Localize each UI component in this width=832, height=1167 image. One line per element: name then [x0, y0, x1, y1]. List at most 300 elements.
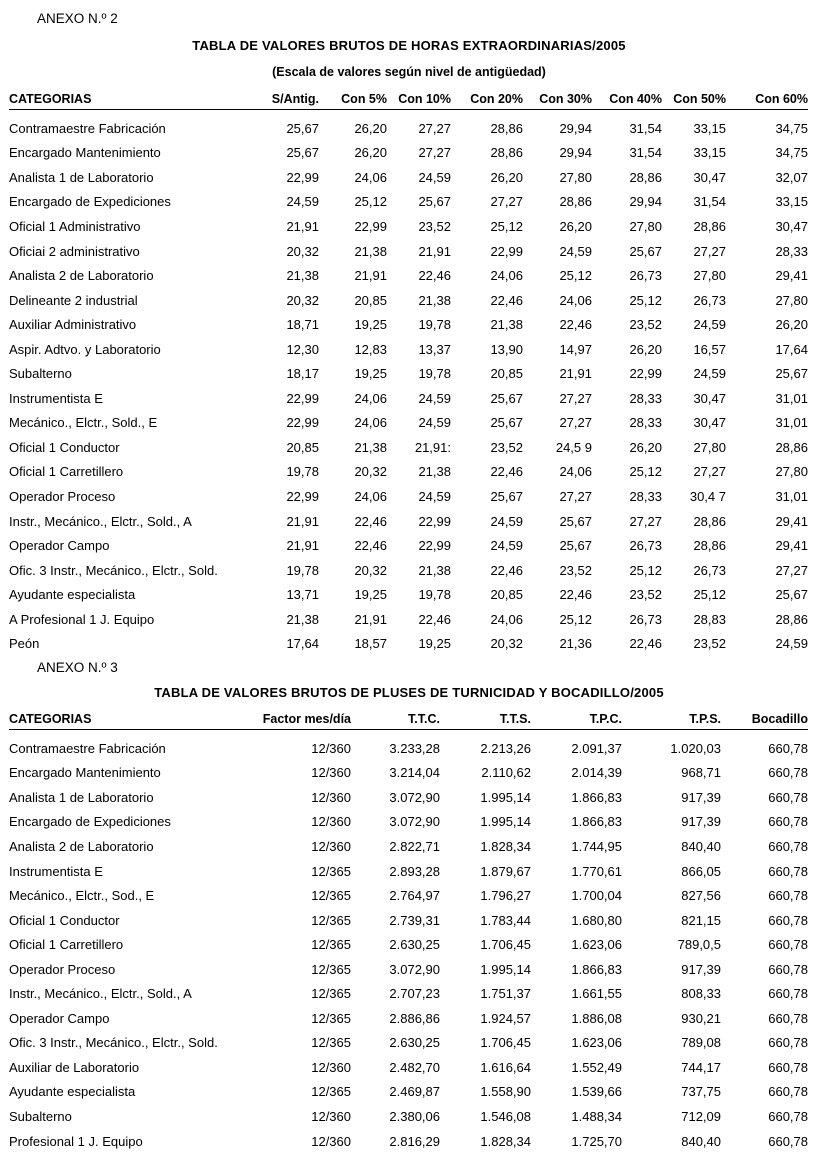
value-cell: 31,01	[775, 488, 808, 504]
value-cell: 866,05	[681, 863, 721, 879]
value-cell: 28,33	[775, 243, 808, 259]
category-cell: Operador Campo	[9, 1010, 110, 1026]
value-cell: 2.707,23	[389, 986, 440, 1002]
value-cell: 18,71	[286, 317, 319, 333]
value-cell: 25,12	[354, 194, 387, 210]
value-cell: 24,06	[559, 464, 592, 480]
value-cell: 28,33	[629, 415, 662, 431]
value-cell: 840,40	[681, 838, 721, 854]
table-row	[9, 761, 808, 786]
category-cell: Ofic. 3 Instr., Mecánico., Elctr., Sold.	[9, 562, 218, 578]
value-cell: 20,85	[490, 587, 523, 603]
value-cell: 1.616,64	[480, 1059, 531, 1075]
table-row	[9, 533, 808, 558]
value-cell: 25,67	[629, 243, 662, 259]
value-cell: 21,91	[559, 366, 592, 382]
value-cell: 34,75	[775, 145, 808, 161]
value-cell: 24,06	[354, 390, 387, 406]
value-cell: 660,78	[768, 961, 808, 977]
value-cell: 660,78	[768, 888, 808, 904]
table-row	[9, 957, 808, 982]
value-cell: 28,33	[629, 488, 662, 504]
table-row	[9, 190, 808, 215]
table-row	[9, 141, 808, 166]
value-cell: 33,15	[775, 194, 808, 210]
value-cell: 30,47	[775, 218, 808, 234]
table-row	[9, 288, 808, 313]
value-cell: 917,39	[681, 961, 721, 977]
table-row	[9, 859, 808, 884]
value-cell: 12/365	[311, 937, 351, 953]
value-cell: 24,59	[693, 366, 726, 382]
category-cell: Encargado de Expediciones	[9, 814, 171, 830]
category-cell: Analista 2 de Laboratorio	[9, 268, 154, 284]
table-row	[9, 386, 808, 411]
category-cell: Oficial 1 Carretillero	[9, 937, 124, 953]
value-cell: 25,67	[490, 390, 523, 406]
value-cell: 21,36	[559, 636, 592, 652]
value-cell: 31,54	[693, 194, 726, 210]
value-cell: 34,75	[775, 120, 808, 136]
overtime-values-table	[9, 88, 808, 656]
value-cell: 22,46	[490, 562, 523, 578]
value-cell: 24,06	[354, 415, 387, 431]
category-cell: Encargado Mantenimiento	[9, 765, 161, 781]
value-cell: 21,91:	[414, 439, 451, 455]
value-cell: 21,38	[354, 243, 387, 259]
value-cell: 25,12	[629, 464, 662, 480]
table-row	[9, 263, 808, 288]
value-cell: 23,52	[418, 218, 451, 234]
value-cell: 712,09	[681, 1108, 721, 1124]
value-cell: 2.630,25	[389, 1035, 440, 1051]
value-cell: 12/360	[311, 1133, 351, 1149]
value-cell: 21,38	[490, 317, 523, 333]
value-cell: 1.796,27	[480, 888, 531, 904]
value-cell: 30,4 7	[689, 488, 726, 504]
value-cell: 28,86	[629, 169, 662, 185]
value-cell: 27,27	[559, 415, 592, 431]
value-cell: 21,38	[418, 562, 451, 578]
value-cell: 1.700,04	[571, 888, 622, 904]
value-cell: 13,71	[286, 587, 319, 603]
value-cell: 29,41	[775, 538, 808, 554]
value-cell: 31,01	[775, 390, 808, 406]
value-cell: 26,20	[775, 317, 808, 333]
category-cell: Contramaestre Fabricación	[9, 740, 166, 756]
value-cell: 31,54	[629, 120, 662, 136]
value-cell: 27,80	[559, 169, 592, 185]
value-cell: 16,57	[693, 341, 726, 357]
value-cell: 24,06	[354, 169, 387, 185]
value-cell: 22,99	[418, 513, 451, 529]
value-cell: 789,08	[681, 1035, 721, 1051]
value-cell: 660,78	[768, 912, 808, 928]
column-header: Bocadillo	[751, 711, 808, 726]
value-cell: 1.879,67	[480, 863, 531, 879]
value-cell: 21,38	[418, 464, 451, 480]
value-cell: 27,80	[775, 292, 808, 308]
value-cell: 28,86	[775, 439, 808, 455]
category-cell: Delineante 2 industrial	[9, 292, 138, 308]
value-cell: 26,20	[559, 218, 592, 234]
table-row	[9, 484, 808, 509]
value-cell: 28,83	[693, 611, 726, 627]
value-cell: 660,78	[768, 1084, 808, 1100]
value-cell: 28,86	[490, 120, 523, 136]
value-cell: 1.661,55	[571, 986, 622, 1002]
value-cell: 28,86	[693, 538, 726, 554]
value-cell: 2.091,37	[571, 740, 622, 756]
value-cell: 12,83	[354, 341, 387, 357]
value-cell: 27,80	[775, 464, 808, 480]
table-row	[9, 883, 808, 908]
table-row	[9, 582, 808, 607]
value-cell: 23,52	[490, 439, 523, 455]
value-cell: 22,46	[418, 268, 451, 284]
category-cell: Instrumentista E	[9, 390, 103, 406]
value-cell: 25,67	[559, 513, 592, 529]
table-row	[9, 1080, 808, 1105]
table-row	[9, 932, 808, 957]
value-cell: 12/365	[311, 1084, 351, 1100]
value-cell: 33,15	[693, 120, 726, 136]
category-cell: Oficial 1 Conductor	[9, 439, 120, 455]
value-cell: 30,47	[693, 415, 726, 431]
value-cell: 12/365	[311, 1035, 351, 1051]
value-cell: 28,86	[559, 194, 592, 210]
value-cell: 29,41	[775, 513, 808, 529]
category-cell: Encargado Mantenimiento	[9, 145, 161, 161]
category-cell: Peón	[9, 636, 40, 652]
value-cell: 2.816,29	[389, 1133, 440, 1149]
value-cell: 26,20	[354, 120, 387, 136]
value-cell: 789,0,5	[677, 937, 721, 953]
value-cell: 12/360	[311, 1059, 351, 1075]
value-cell: 28,86	[490, 145, 523, 161]
value-cell: 1.886,08	[571, 1010, 622, 1026]
column-header: T.T.C.	[408, 711, 440, 726]
value-cell: 1.924,57	[480, 1010, 531, 1026]
value-cell: 930,21	[681, 1010, 721, 1026]
table-row	[9, 1055, 808, 1080]
category-cell: Encargado de Expediciones	[9, 194, 171, 210]
value-cell: 744,17	[681, 1059, 721, 1075]
value-cell: 27,27	[775, 562, 808, 578]
category-cell: Contramaestre Fabricación	[9, 120, 166, 136]
value-cell: 25,67	[775, 366, 808, 382]
value-cell: 827,56	[681, 888, 721, 904]
value-cell: 23,52	[693, 636, 726, 652]
value-cell: 660,78	[768, 1010, 808, 1026]
column-header: T.P.C.	[589, 711, 622, 726]
value-cell: 19,25	[354, 317, 387, 333]
value-cell: 20,32	[286, 292, 319, 308]
category-cell: Mecánico., Elctr., Sod., E	[9, 888, 155, 904]
value-cell: 26,20	[354, 145, 387, 161]
category-cell: Oficial 1 Carretillero	[9, 464, 124, 480]
column-header: T.T.S.	[499, 711, 531, 726]
value-cell: 660,78	[768, 1059, 808, 1075]
value-cell: 24,06	[354, 488, 387, 504]
value-cell: 30,47	[693, 169, 726, 185]
value-cell: 19,78	[286, 464, 319, 480]
value-cell: 1.866,83	[571, 961, 622, 977]
value-cell: 20,32	[286, 243, 319, 259]
value-cell: 24,59	[418, 390, 451, 406]
value-cell: 25,12	[693, 587, 726, 603]
table-row	[9, 1006, 808, 1031]
category-cell: Analista 2 de Laboratorio	[9, 838, 154, 854]
value-cell: 27,27	[693, 243, 726, 259]
value-cell: 27,27	[418, 145, 451, 161]
value-cell: 24,59	[775, 636, 808, 652]
category-cell: Instr., Mecánico., Elctr., Sold., A	[9, 513, 192, 529]
value-cell: 21,91	[286, 538, 319, 554]
value-cell: 2.014,39	[571, 765, 622, 781]
value-cell: 12/365	[311, 912, 351, 928]
table-row	[9, 736, 808, 761]
value-cell: 29,94	[559, 145, 592, 161]
value-cell: 14,97	[559, 341, 592, 357]
value-cell: 22,99	[286, 169, 319, 185]
value-cell: 821,15	[681, 912, 721, 928]
value-cell: 21,91	[354, 611, 387, 627]
value-cell: 28,86	[693, 218, 726, 234]
value-cell: 22,99	[629, 366, 662, 382]
value-cell: 660,78	[768, 838, 808, 854]
value-cell: 22,99	[354, 218, 387, 234]
value-cell: 24,59	[693, 317, 726, 333]
value-cell: 2.110,62	[481, 765, 531, 781]
value-cell: 12/360	[311, 789, 351, 805]
value-cell: 20,32	[354, 562, 387, 578]
value-cell: 1.828,34	[480, 838, 531, 854]
annex-3-label: ANEXO N.º 3	[37, 660, 118, 675]
table-row	[9, 631, 808, 656]
value-cell: 19,78	[418, 317, 451, 333]
value-cell: 25,12	[490, 218, 523, 234]
value-cell: 21,91	[418, 243, 451, 259]
value-cell: 12/360	[311, 740, 351, 756]
value-cell: 25,67	[490, 488, 523, 504]
value-cell: 660,78	[768, 1108, 808, 1124]
category-cell: Oficial 1 Administrativo	[9, 218, 141, 234]
value-cell: 22,99	[286, 488, 319, 504]
value-cell: 22,46	[354, 538, 387, 554]
value-cell: 19,25	[354, 587, 387, 603]
table-row	[9, 165, 808, 190]
table-row	[9, 361, 808, 386]
category-cell: Operador Proceso	[9, 488, 116, 504]
value-cell: 1.866,83	[571, 789, 622, 805]
value-cell: 24,59	[490, 513, 523, 529]
value-cell: 27,80	[693, 439, 726, 455]
value-cell: 20,85	[490, 366, 523, 382]
value-cell: 28,86	[693, 513, 726, 529]
table-row	[9, 810, 808, 835]
table-row	[9, 981, 808, 1006]
value-cell: 27,80	[629, 218, 662, 234]
value-cell: 1.623,06	[571, 937, 622, 953]
category-cell: Instr., Mecánico., Elctr., Sold., A	[9, 986, 192, 1002]
value-cell: 21,91	[286, 513, 319, 529]
value-cell: 27,80	[693, 268, 726, 284]
category-cell: Auxiliar Administrativo	[9, 317, 137, 333]
table-row	[9, 239, 808, 264]
table-row	[9, 607, 808, 632]
column-header: Factor mes/día	[262, 711, 351, 726]
value-cell: 22,99	[418, 538, 451, 554]
value-cell: 660,78	[768, 1035, 808, 1051]
value-cell: 26,73	[629, 538, 662, 554]
value-cell: 660,78	[768, 789, 808, 805]
value-cell: 1.828,34	[480, 1133, 531, 1149]
value-cell: 12/365	[311, 888, 351, 904]
value-cell: 12/365	[311, 961, 351, 977]
value-cell: 1.706,45	[480, 937, 531, 953]
category-cell: Subalterno	[9, 366, 72, 382]
value-cell: 29,41	[775, 268, 808, 284]
value-cell: 29,94	[629, 194, 662, 210]
table-row	[9, 509, 808, 534]
table-row	[9, 1129, 808, 1154]
value-cell: 2.886,86	[389, 1010, 440, 1026]
value-cell: 660,78	[768, 740, 808, 756]
value-cell: 12/365	[311, 1010, 351, 1026]
table-header-row	[9, 88, 808, 110]
value-cell: 12/360	[311, 838, 351, 854]
value-cell: 24,59	[490, 538, 523, 554]
value-cell: 3.214,04	[389, 765, 440, 781]
category-cell: A Profesional 1 J. Equipo	[9, 611, 155, 627]
value-cell: 24,59	[418, 169, 451, 185]
value-cell: 27,27	[559, 488, 592, 504]
column-header: Con 60%	[755, 91, 808, 106]
value-cell: 2.822,71	[389, 838, 440, 854]
table-row	[9, 1031, 808, 1056]
value-cell: 21,38	[286, 268, 319, 284]
value-cell: 25,67	[286, 145, 319, 161]
value-cell: 20,32	[490, 636, 523, 652]
value-cell: 1.725,70	[571, 1133, 622, 1149]
value-cell: 20,85	[286, 439, 319, 455]
value-cell: 1.866,83	[571, 814, 622, 830]
value-cell: 18,57	[354, 636, 387, 652]
value-cell: 12/365	[311, 986, 351, 1002]
value-cell: 26,20	[629, 341, 662, 357]
annex-2-title: TABLA DE VALORES BRUTOS DE HORAS EXTRAORDINARIAS/2005	[192, 38, 626, 53]
value-cell: 1.995,14	[480, 814, 531, 830]
value-cell: 2.739,31	[389, 912, 440, 928]
value-cell: 21,38	[354, 439, 387, 455]
value-cell: 1.539,66	[571, 1084, 622, 1100]
value-cell: 22,46	[629, 636, 662, 652]
value-cell: 19,78	[418, 587, 451, 603]
value-cell: 3.072,90	[389, 789, 440, 805]
value-cell: 23,52	[559, 562, 592, 578]
column-header: Con 50%	[673, 91, 726, 106]
value-cell: 1.020,03	[670, 740, 721, 756]
shift-allowance-table	[9, 708, 808, 1153]
annex-3-title: TABLA DE VALORES BRUTOS DE PLUSES DE TURNICIDAD Y BOCADILLO/2005	[154, 685, 664, 700]
value-cell: 24,59	[286, 194, 319, 210]
value-cell: 25,12	[629, 292, 662, 308]
value-cell: 23,52	[629, 587, 662, 603]
category-cell: Mecánico., Elctr., Sold., E	[9, 415, 158, 431]
value-cell: 25,12	[559, 611, 592, 627]
value-cell: 12/360	[311, 814, 351, 830]
value-cell: 26,73	[693, 292, 726, 308]
category-cell: Operador Proceso	[9, 961, 116, 977]
category-cell: Operador Campo	[9, 538, 110, 554]
table-row	[9, 908, 808, 933]
value-cell: 808,33	[681, 986, 721, 1002]
value-cell: 660,78	[768, 986, 808, 1002]
column-header: CATEGORIAS	[9, 91, 92, 106]
value-cell: 19,25	[418, 636, 451, 652]
value-cell: 25,67	[286, 120, 319, 136]
value-cell: 1.751,37	[480, 986, 531, 1002]
column-header: CATEGORIAS	[9, 711, 92, 726]
table-row	[9, 834, 808, 859]
value-cell: 12/360	[311, 765, 351, 781]
category-cell: Profesional 1 J. Equipo	[9, 1133, 143, 1149]
value-cell: 24,06	[490, 611, 523, 627]
value-cell: 2.213,26	[480, 740, 531, 756]
value-cell: 3.233,28	[389, 740, 440, 756]
value-cell: 3.072,90	[389, 814, 440, 830]
value-cell: 22,46	[418, 611, 451, 627]
value-cell: 660,78	[768, 937, 808, 953]
value-cell: 25,67	[490, 415, 523, 431]
value-cell: 25,67	[418, 194, 451, 210]
value-cell: 1.623,06	[571, 1035, 622, 1051]
category-cell: Ayudante especialista	[9, 1084, 136, 1100]
value-cell: 26,73	[629, 268, 662, 284]
value-cell: 1.744,95	[571, 838, 622, 854]
value-cell: 660,78	[768, 863, 808, 879]
value-cell: 737,75	[681, 1084, 721, 1100]
value-cell: 2.482,70	[389, 1059, 440, 1075]
value-cell: 25,67	[775, 587, 808, 603]
value-cell: 31,01	[775, 415, 808, 431]
value-cell: 24,59	[418, 488, 451, 504]
value-cell: 2.469,87	[389, 1084, 440, 1100]
category-cell: Subalterno	[9, 1108, 72, 1124]
value-cell: 1.488,34	[571, 1108, 622, 1124]
value-cell: 18,17	[286, 366, 319, 382]
value-cell: 660,78	[768, 765, 808, 781]
value-cell: 22,99	[490, 243, 523, 259]
value-cell: 968,71	[681, 765, 721, 781]
value-cell: 1.552,49	[571, 1059, 622, 1075]
value-cell: 1.706,45	[480, 1035, 531, 1051]
value-cell: 3.072,90	[389, 961, 440, 977]
value-cell: 12/365	[311, 863, 351, 879]
value-cell: 19,78	[286, 562, 319, 578]
value-cell: 12,30	[286, 341, 319, 357]
annex-2-label: ANEXO N.º 2	[37, 11, 118, 26]
table-row	[9, 312, 808, 337]
value-cell: 13,37	[418, 341, 451, 357]
column-header: Con 20%	[470, 91, 523, 106]
value-cell: 20,85	[354, 292, 387, 308]
table-row	[9, 337, 808, 362]
value-cell: 32,07	[775, 169, 808, 185]
value-cell: 22,46	[559, 317, 592, 333]
annex-2-subtitle: (Escala de valores según nivel de antigüedad)	[272, 65, 546, 79]
